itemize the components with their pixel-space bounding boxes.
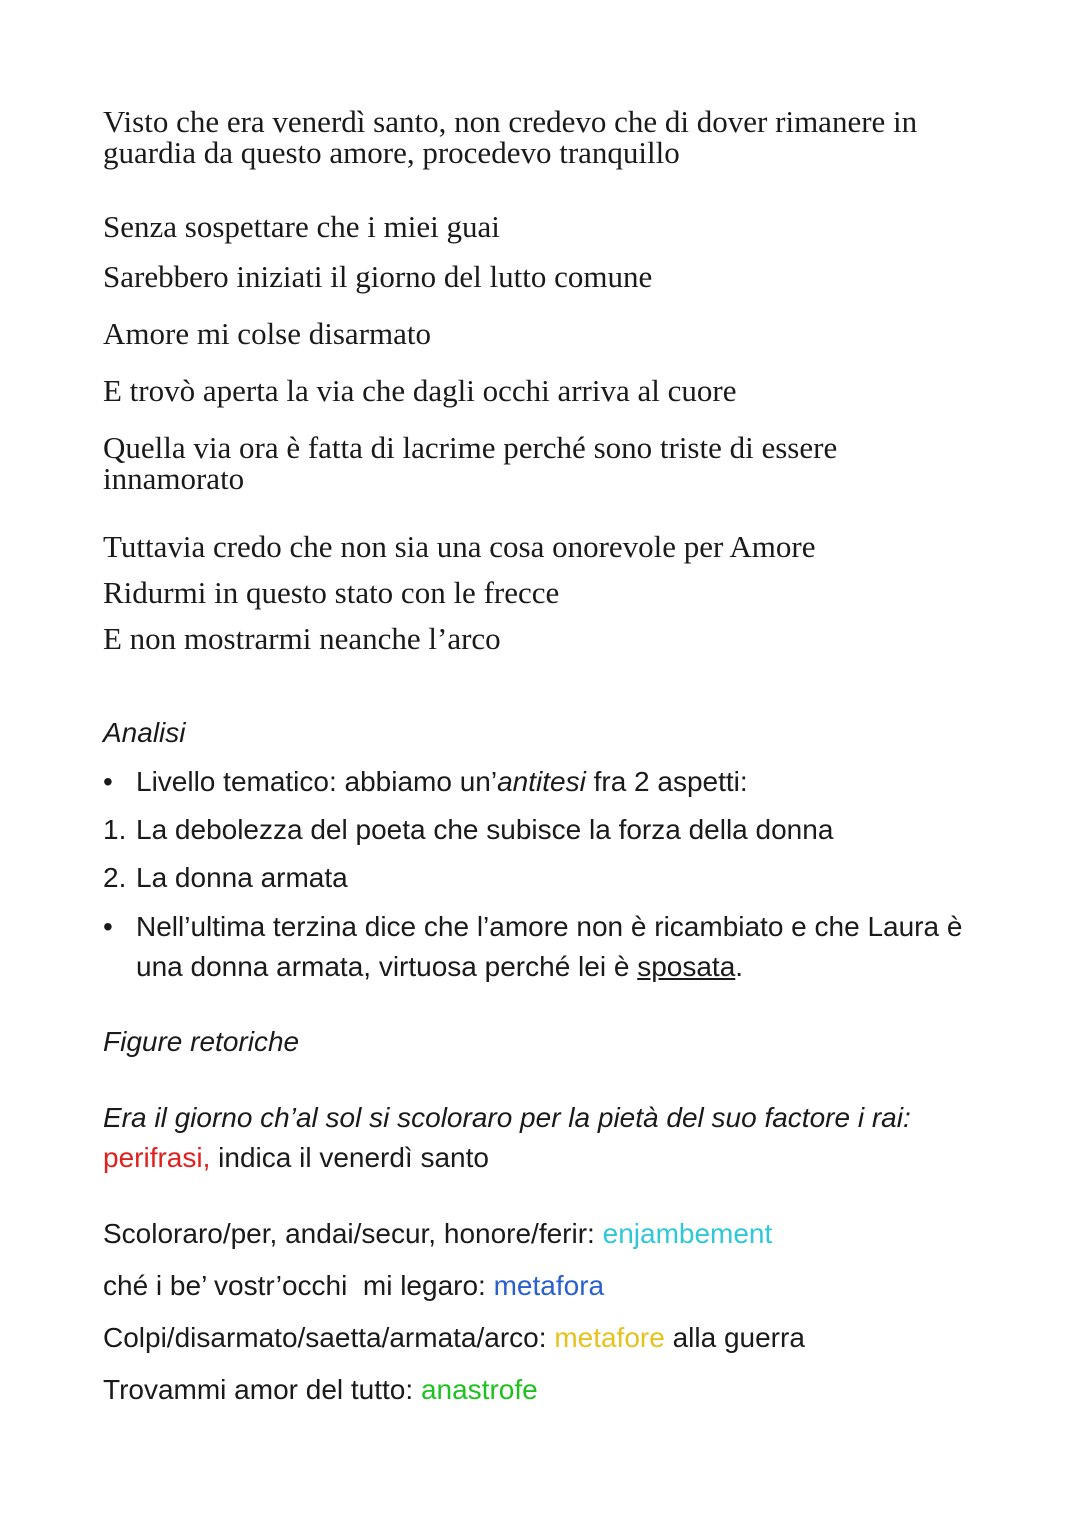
quote-note: indica il venerdì santo [210, 1142, 489, 1173]
list-item-text: La debolezza del poeta che subisce la forza della donna [136, 814, 834, 845]
anastrofe-term: anastrofe [420, 1374, 538, 1405]
number-marker: 2. [103, 862, 127, 893]
list-item-text: La donna armata [136, 862, 348, 893]
figure-quote-block [103, 1098, 983, 1178]
metafore-term: metafore [554, 1322, 665, 1353]
translation-line-2: Senza sospettare che i miei guai [103, 209, 500, 244]
translation-line-8: Ridurmi in questo stato con le frecce [103, 575, 560, 610]
figure-line: Scoloraro/per, andai/secur, honore/ferir: enjambement [103, 1218, 773, 1249]
figure-line: Colpi/disarmato/saetta/armata/arco: metafore alla guerra [103, 1322, 805, 1353]
translation-line-5: E trovò aperta la via che dagli occhi arriva al cuore [103, 373, 737, 408]
translation-line-4: Amore mi colse disarmato [103, 316, 431, 351]
figure-heading: Figure retoriche [103, 1026, 300, 1057]
enjambement-term: enjambement [602, 1218, 773, 1249]
translation-line-3: Sarebbero iniziati il giorno del lutto comune [103, 259, 653, 294]
number-marker: 1. [103, 814, 127, 845]
sposata-underlined: sposata [637, 951, 736, 982]
translation-line-6: Quella via ora è fatta di lacrime perché sono triste di essere innamorato [103, 430, 838, 496]
list-item-text: Nell’ultima terzina dice che l’amore non è ricambiato e che Laura è una donna armata, virtuosa perché lei è sposata. [136, 911, 963, 982]
bullet-marker: • [103, 911, 113, 942]
list-item [103, 810, 993, 850]
translation-line-7: Tuttavia credo che non sia una cosa onorevole per Amore [103, 529, 816, 564]
figure-line: Trovammi amor del tutto: anastrofe [103, 1374, 538, 1405]
translation-line-1: Visto che era venerdì santo, non credevo che di dover rimanere in guardia da questo amore, procedevo tranquillo [103, 104, 918, 170]
list-item-text: Livello tematico: abbiamo un’antitesi fra 2 aspetti: [136, 766, 748, 797]
list-item [103, 858, 993, 898]
quote-text: Era il giorno ch’al sol si scoloraro per la pietà del suo factore i rai: [103, 1102, 911, 1133]
antitesi-term: antitesi [497, 766, 586, 797]
analisi-heading: Analisi [103, 717, 186, 748]
list-item [103, 762, 993, 802]
translation-line-9: E non mostrarmi neanche l’arco [103, 621, 501, 656]
list-item [103, 907, 993, 987]
metafora-term: metafora [493, 1270, 605, 1301]
bullet-marker: • [103, 766, 113, 797]
figure-line: ché i be’ vostr’occhi mi legaro: metafora [103, 1270, 605, 1301]
perifrasi-term: perifrasi, [103, 1142, 211, 1173]
